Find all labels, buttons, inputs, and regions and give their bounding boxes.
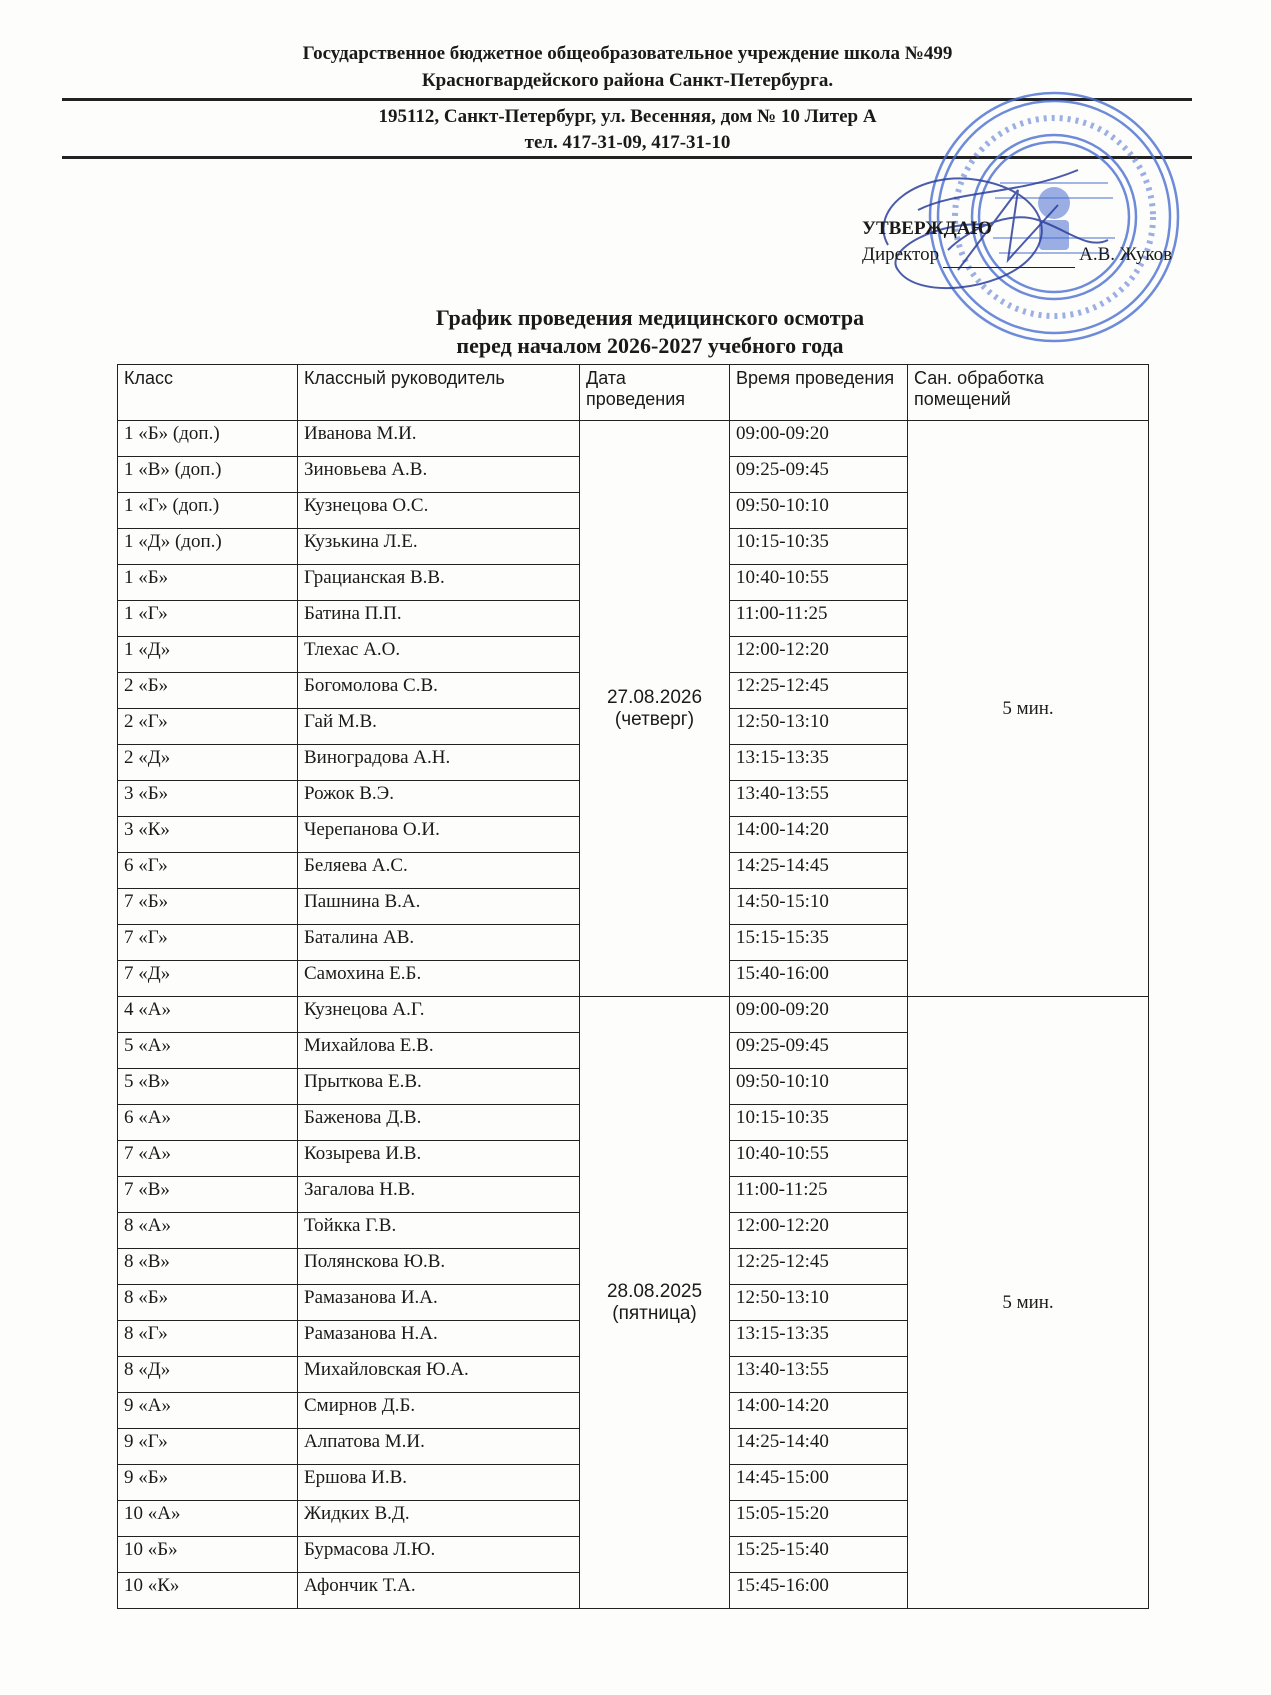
class-cell: 5 «А» bbox=[118, 1033, 298, 1069]
exam-weekday: (четверг) bbox=[614, 708, 695, 730]
sanitation-cell: 5 мин. bbox=[908, 421, 1149, 997]
document-title-line1: График проведения медицинского осмотра bbox=[435, 305, 865, 330]
class-cell: 7 «А» bbox=[118, 1141, 298, 1177]
approval-director-name: А.В. Жуков bbox=[1079, 244, 1173, 265]
time-cell: 12:25-12:45 bbox=[730, 1249, 908, 1285]
class-cell: 2 «Б» bbox=[118, 673, 298, 709]
teacher-cell: Кузнецова О.С. bbox=[298, 493, 580, 529]
date-cell bbox=[580, 997, 730, 1609]
class-cell: 9 «А» bbox=[118, 1393, 298, 1429]
teacher-cell: Бурмасова Л.Ю. bbox=[298, 1537, 580, 1573]
class-cell: 8 «В» bbox=[118, 1249, 298, 1285]
class-cell: 1 «В» (доп.) bbox=[118, 457, 298, 493]
time-cell: 15:15-15:35 bbox=[730, 925, 908, 961]
approval-position: Директор bbox=[862, 244, 940, 265]
class-cell: 9 «Б» bbox=[118, 1465, 298, 1501]
teacher-cell: Кузнецова А.Г. bbox=[298, 997, 580, 1033]
class-cell: 7 «В» bbox=[118, 1177, 298, 1213]
table-row bbox=[118, 421, 1149, 457]
approval-title: УТВЕРЖДАЮ bbox=[862, 218, 992, 239]
class-cell: 10 «Б» bbox=[118, 1537, 298, 1573]
teacher-cell: Михайлова Е.В. bbox=[298, 1033, 580, 1069]
teacher-cell: Богомолова С.В. bbox=[298, 673, 580, 709]
time-cell: 13:40-13:55 bbox=[730, 781, 908, 817]
school-header bbox=[60, 40, 1195, 94]
column-header-sanitation: Сан. обработка помещений bbox=[908, 365, 1149, 421]
time-cell: 13:40-13:55 bbox=[730, 1357, 908, 1393]
class-cell: 6 «Г» bbox=[118, 853, 298, 889]
time-cell: 12:00-12:20 bbox=[730, 1213, 908, 1249]
class-cell: 6 «А» bbox=[118, 1105, 298, 1141]
exam-date: 28.08.2025 bbox=[606, 1280, 703, 1302]
class-cell: 8 «Б» bbox=[118, 1285, 298, 1321]
time-cell: 12:00-12:20 bbox=[730, 637, 908, 673]
signature-blank bbox=[943, 247, 1075, 268]
time-cell: 15:05-15:20 bbox=[730, 1501, 908, 1537]
column-header-date: Дата проведения bbox=[580, 365, 730, 421]
teacher-cell: Грацианская В.В. bbox=[298, 565, 580, 601]
class-cell: 8 «А» bbox=[118, 1213, 298, 1249]
time-cell: 11:00-11:25 bbox=[730, 1177, 908, 1213]
teacher-cell: Прыткова Е.В. bbox=[298, 1069, 580, 1105]
column-header-time: Время проведения bbox=[730, 365, 908, 421]
time-cell: 10:40-10:55 bbox=[730, 1141, 908, 1177]
time-cell: 11:00-11:25 bbox=[730, 601, 908, 637]
teacher-cell: Беляева А.С. bbox=[298, 853, 580, 889]
time-cell: 14:00-14:20 bbox=[730, 1393, 908, 1429]
time-cell: 10:15-10:35 bbox=[730, 1105, 908, 1141]
teacher-cell: Рожок В.Э. bbox=[298, 781, 580, 817]
class-cell: 1 «Б» bbox=[118, 565, 298, 601]
exam-schedule-table bbox=[117, 364, 1149, 1609]
approval-block bbox=[862, 216, 1172, 268]
time-cell: 13:15-13:35 bbox=[730, 1321, 908, 1357]
time-cell: 13:15-13:35 bbox=[730, 745, 908, 781]
time-cell: 12:25-12:45 bbox=[730, 673, 908, 709]
time-cell: 12:50-13:10 bbox=[730, 1285, 908, 1321]
school-phone: тел. 417-31-09, 417-31-10 bbox=[524, 132, 731, 153]
teacher-cell: Баталина АВ. bbox=[298, 925, 580, 961]
date-cell bbox=[580, 421, 730, 997]
exam-date: 27.08.2026 bbox=[606, 686, 703, 708]
class-cell: 7 «Б» bbox=[118, 889, 298, 925]
time-cell: 10:15-10:35 bbox=[730, 529, 908, 565]
table-row bbox=[118, 997, 1149, 1033]
teacher-cell: Жидких В.Д. bbox=[298, 1501, 580, 1537]
teacher-cell: Зиновьева А.В. bbox=[298, 457, 580, 493]
time-cell: 12:50-13:10 bbox=[730, 709, 908, 745]
time-cell: 09:50-10:10 bbox=[730, 1069, 908, 1105]
teacher-cell: Иванова М.И. bbox=[298, 421, 580, 457]
class-cell: 1 «Д» (доп.) bbox=[118, 529, 298, 565]
class-cell: 2 «Г» bbox=[118, 709, 298, 745]
time-cell: 09:50-10:10 bbox=[730, 493, 908, 529]
class-cell: 8 «Д» bbox=[118, 1357, 298, 1393]
teacher-cell: Михайловская Ю.А. bbox=[298, 1357, 580, 1393]
time-cell: 09:25-09:45 bbox=[730, 1033, 908, 1069]
class-cell: 1 «Д» bbox=[118, 637, 298, 673]
school-name-line2: Красногвардейского района Санкт-Петербурга. bbox=[421, 70, 834, 91]
class-cell: 8 «Г» bbox=[118, 1321, 298, 1357]
teacher-cell: Загалова Н.В. bbox=[298, 1177, 580, 1213]
time-cell: 15:25-15:40 bbox=[730, 1537, 908, 1573]
time-cell: 14:00-14:20 bbox=[730, 817, 908, 853]
column-header-class: Класс bbox=[118, 365, 298, 421]
teacher-cell: Пашнина В.А. bbox=[298, 889, 580, 925]
teacher-cell: Полянскова Ю.В. bbox=[298, 1249, 580, 1285]
school-address: 195112, Санкт-Петербург, ул. Весенняя, дом № 10 Литер А bbox=[378, 106, 877, 127]
class-cell: 1 «Г» bbox=[118, 601, 298, 637]
time-cell: 09:00-09:20 bbox=[730, 421, 908, 457]
teacher-cell: Алпатова М.И. bbox=[298, 1429, 580, 1465]
teacher-cell: Афончик Т.А. bbox=[298, 1573, 580, 1609]
teacher-cell: Кузькина Л.Е. bbox=[298, 529, 580, 565]
column-header-teacher: Классный руководитель bbox=[298, 365, 580, 421]
teacher-cell: Тойкка Г.В. bbox=[298, 1213, 580, 1249]
teacher-cell: Баженова Д.В. bbox=[298, 1105, 580, 1141]
table-header-row bbox=[118, 365, 1149, 421]
time-cell: 14:25-14:40 bbox=[730, 1429, 908, 1465]
teacher-cell: Тлехас А.О. bbox=[298, 637, 580, 673]
time-cell: 15:45-16:00 bbox=[730, 1573, 908, 1609]
schedule-body bbox=[118, 421, 1149, 1609]
teacher-cell: Батина П.П. bbox=[298, 601, 580, 637]
class-cell: 1 «Г» (доп.) bbox=[118, 493, 298, 529]
teacher-cell: Смирнов Д.Б. bbox=[298, 1393, 580, 1429]
document-title-line2: перед началом 2026-2027 учебного года bbox=[456, 333, 844, 358]
time-cell: 09:25-09:45 bbox=[730, 457, 908, 493]
class-cell: 2 «Д» bbox=[118, 745, 298, 781]
time-cell: 14:45-15:00 bbox=[730, 1465, 908, 1501]
sanitation-cell: 5 мин. bbox=[908, 997, 1149, 1609]
class-cell: 5 «В» bbox=[118, 1069, 298, 1105]
document-title bbox=[60, 304, 1240, 360]
school-name-line1: Государственное бюджетное общеобразовательное учреждение школа №499 bbox=[302, 43, 953, 64]
time-cell: 15:40-16:00 bbox=[730, 961, 908, 997]
teacher-cell: Самохина Е.Б. bbox=[298, 961, 580, 997]
teacher-cell: Рамазанова Н.А. bbox=[298, 1321, 580, 1357]
time-cell: 10:40-10:55 bbox=[730, 565, 908, 601]
class-cell: 7 «Д» bbox=[118, 961, 298, 997]
class-cell: 1 «Б» (доп.) bbox=[118, 421, 298, 457]
class-cell: 3 «К» bbox=[118, 817, 298, 853]
time-cell: 14:50-15:10 bbox=[730, 889, 908, 925]
class-cell: 10 «А» bbox=[118, 1501, 298, 1537]
class-cell: 3 «Б» bbox=[118, 781, 298, 817]
class-cell: 9 «Г» bbox=[118, 1429, 298, 1465]
class-cell: 4 «А» bbox=[118, 997, 298, 1033]
class-cell: 7 «Г» bbox=[118, 925, 298, 961]
time-cell: 09:00-09:20 bbox=[730, 997, 908, 1033]
class-cell: 10 «К» bbox=[118, 1573, 298, 1609]
teacher-cell: Черепанова О.И. bbox=[298, 817, 580, 853]
teacher-cell: Виноградова А.Н. bbox=[298, 745, 580, 781]
teacher-cell: Гай М.В. bbox=[298, 709, 580, 745]
approval-signature-line bbox=[862, 242, 1172, 268]
teacher-cell: Козырева И.В. bbox=[298, 1141, 580, 1177]
teacher-cell: Ершова И.В. bbox=[298, 1465, 580, 1501]
exam-weekday: (пятница) bbox=[612, 1302, 697, 1324]
teacher-cell: Рамазанова И.А. bbox=[298, 1285, 580, 1321]
time-cell: 14:25-14:45 bbox=[730, 853, 908, 889]
